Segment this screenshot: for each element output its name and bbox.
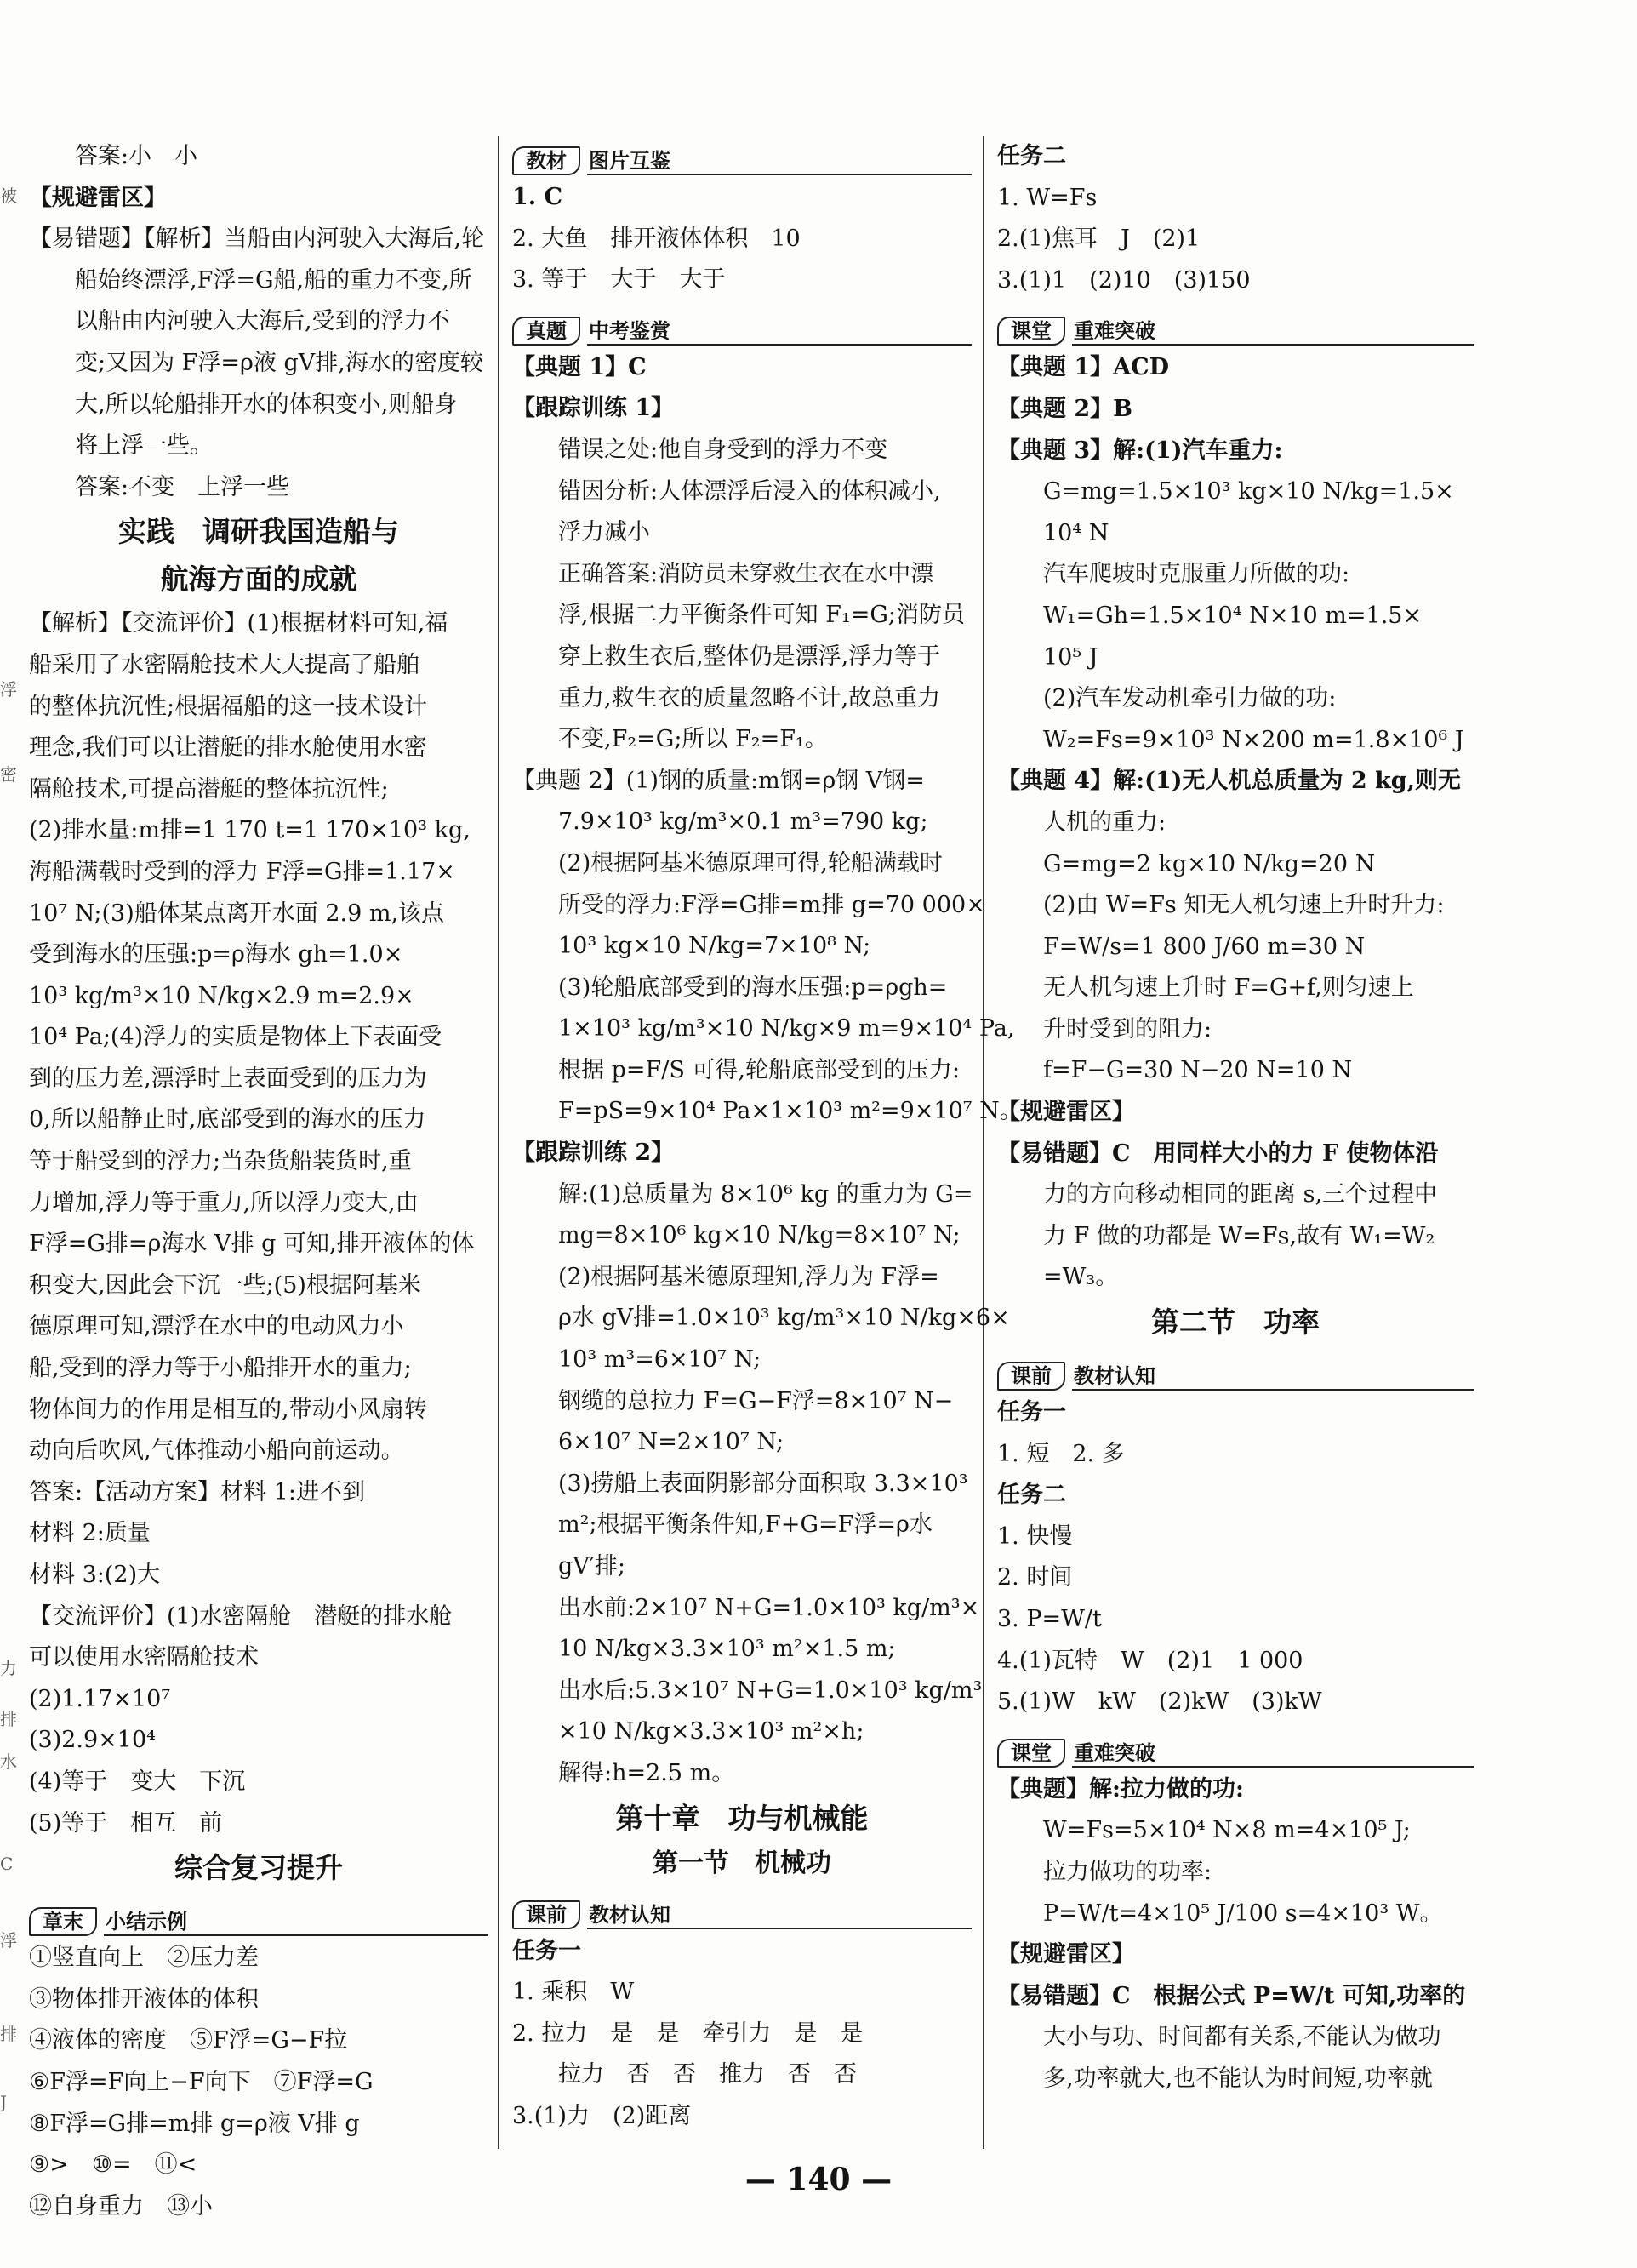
edge-char: 排 bbox=[0, 1709, 17, 1729]
text-line: 10³ kg×10 N/kg=7×10⁸ N; bbox=[558, 933, 871, 960]
text-line: =W₃。 bbox=[1043, 1264, 1119, 1291]
text-line: 任务二 bbox=[997, 143, 1066, 169]
text-line: 3.(1)1 (2)10 (3)150 bbox=[997, 266, 1251, 294]
section-heading: 实践 调研我国造船与 bbox=[118, 515, 399, 549]
text-line: 1×10³ kg/m³×10 N/kg×9 m=9×10⁴ Pa, bbox=[558, 1015, 1015, 1043]
text-line: 3. P=W/t bbox=[997, 1606, 1102, 1632]
text-line: 【跟踪训练 2】 bbox=[512, 1140, 675, 1167]
text-line: 10³ m³=6×10⁷ N; bbox=[558, 1346, 761, 1374]
text-line: ⑫自身重力 ⑬小 bbox=[29, 2192, 213, 2219]
text-line: 4.(1)瓦特 W (2)1 1 000 bbox=[997, 1647, 1303, 1674]
text-line: 无人机匀速上升时 F=G+f,则匀速上 bbox=[1043, 974, 1414, 1002]
text-line: (2)根据阿基米德原理知,浮力为 F浮= bbox=[558, 1263, 939, 1290]
text-line: 的整体抗沉性;根据福船的这一技术设计 bbox=[29, 693, 428, 720]
text-line: 【易错题】C 用同样大小的力 F 使物体沿 bbox=[997, 1140, 1439, 1167]
text-line: 10 N/kg×3.3×10³ m²×1.5 m; bbox=[558, 1636, 896, 1663]
text-line: 1. 快慢 bbox=[997, 1522, 1073, 1550]
text-line: f=F−G=30 N−20 N=10 N bbox=[1043, 1057, 1353, 1084]
column-divider-2 bbox=[983, 136, 984, 2149]
text-line: ⑧F浮=G排=m排 g=ρ液 V排 g bbox=[29, 2110, 360, 2137]
text-line: (2)由 W=Fs 知无人机匀速上升时升力: bbox=[1043, 892, 1445, 919]
text-line: 人机的重力: bbox=[1043, 808, 1166, 836]
tag-label: 教材 bbox=[512, 146, 580, 175]
text-line: 【规避雷区】 bbox=[997, 1099, 1135, 1126]
chapter-heading: 第十章 功与机械能 bbox=[615, 1801, 869, 1835]
text-line: 到的压力差,漂浮时上表面受到的压力为 bbox=[29, 1065, 427, 1092]
section-tag bbox=[512, 1890, 972, 1929]
text-line: ③物体排开液体的体积 bbox=[29, 1985, 259, 2013]
tag-label: 课前 bbox=[997, 1362, 1065, 1391]
text-line: ρ水 gV排=1.0×10³ kg/m³×10 N/kg×6× bbox=[558, 1305, 1010, 1332]
text-line: 钢缆的总拉力 F=G−F浮=8×10⁷ N− bbox=[558, 1387, 954, 1414]
text-line: mg=8×10⁶ kg×10 N/kg=8×10⁷ N; bbox=[558, 1222, 961, 1249]
text-line: 隔舱技术,可提高潜艇的整体抗沉性; bbox=[29, 775, 389, 803]
text-line: 5.(1)W kW (2)kW (3)kW bbox=[997, 1688, 1322, 1716]
text-line: 任务二 bbox=[997, 1482, 1066, 1509]
tag-label: 真题 bbox=[512, 317, 580, 346]
text-line: 可以使用水密隔舱技术 bbox=[29, 1644, 259, 1671]
text-line: 船采用了水密隔舱技术大大提高了船舶 bbox=[29, 651, 419, 678]
text-line: 2. 时间 bbox=[997, 1564, 1073, 1591]
text-line: (3)捞船上表面阴影部分面积取 3.3×10³ bbox=[558, 1470, 968, 1497]
text-line: 10⁷ N;(3)船体某点离开水面 2.9 m,该点 bbox=[29, 900, 445, 927]
text-line: 答案:不变 上浮一些 bbox=[75, 473, 290, 500]
tag-title: 教材认知 bbox=[587, 1902, 972, 1929]
section-tag bbox=[512, 306, 972, 346]
text-line: 受到海水的压强:p=ρ海水 gh=1.0× bbox=[29, 941, 403, 968]
text-line: 船,受到的浮力等于小船排开水的重力; bbox=[29, 1355, 412, 1382]
text-line: ①竖直向上 ②压力差 bbox=[29, 1945, 259, 1972]
text-line: 将上浮一些。 bbox=[75, 432, 213, 460]
text-line: 【易错题】C 根据公式 P=W/t 可知,功率的 bbox=[997, 1982, 1466, 2009]
text-line: 10⁵ J bbox=[1043, 643, 1098, 671]
tag-title: 图片互鉴 bbox=[587, 148, 972, 175]
text-line: P=W/t=4×10⁵ J/100 s=4×10³ W。 bbox=[1043, 1900, 1443, 1927]
text-line: 10³ kg/m³×10 N/kg×2.9 m=2.9× bbox=[29, 982, 414, 1009]
text-line: F=pS=9×10⁴ Pa×1×10³ m²=9×10⁷ N。 bbox=[558, 1098, 1023, 1125]
text-line: 正确答案:消防员未穿救生衣在水中漂 bbox=[558, 560, 934, 587]
tag-title: 教材认知 bbox=[1072, 1363, 1474, 1391]
text-line: 多,功率就大,也不能认为时间短,功率就 bbox=[1043, 2065, 1433, 2092]
text-line: 力的方向移动相同的距离 s,三个过程中 bbox=[1043, 1181, 1438, 1208]
section-heading: 第一节 机械功 bbox=[653, 1848, 831, 1878]
text-line: 任务一 bbox=[997, 1399, 1066, 1426]
text-line: (2)汽车发动机牵引力做的功: bbox=[1043, 685, 1337, 712]
text-line: 1. C bbox=[512, 184, 563, 210]
text-line: 升时受到的阻力: bbox=[1043, 1015, 1212, 1043]
text-line: ×10 N/kg×3.3×10³ m²×h; bbox=[558, 1718, 864, 1745]
text-line: (4)等于 变大 下沉 bbox=[29, 1768, 246, 1795]
text-line: 【规避雷区】 bbox=[29, 184, 167, 211]
text-line: 大,所以轮船排开水的体积变小,则船身 bbox=[75, 391, 458, 418]
text-line: 变;又因为 F浮=ρ液 gV排,海水的密度较 bbox=[75, 349, 483, 376]
tag-title: 小结示例 bbox=[104, 1909, 488, 1936]
text-line: 等于船受到的浮力;当杂货船装货时,重 bbox=[29, 1148, 412, 1175]
text-line: W₁=Gh=1.5×10⁴ N×10 m=1.5× bbox=[1043, 602, 1423, 629]
text-line: 【典题 1】ACD bbox=[997, 354, 1170, 381]
column-middle bbox=[512, 136, 1023, 2138]
text-line: 力增加,浮力等于重力,所以浮力变大,由 bbox=[29, 1189, 419, 1216]
text-line: 物体间力的作用是相互的,带动小风扇转 bbox=[29, 1396, 427, 1423]
edge-char: 被 bbox=[0, 186, 17, 206]
text-line: 7.9×10³ kg/m³×0.1 m³=790 kg; bbox=[558, 808, 928, 836]
text-line: ⑥F浮=F向上−F向下 ⑦F浮=G bbox=[29, 2068, 374, 2095]
text-line: 浮,根据二力平衡条件可知 F₁=G;消防员 bbox=[558, 602, 966, 629]
text-line: 2. 大鱼 排开液体体积 10 bbox=[512, 225, 801, 252]
column-right bbox=[997, 136, 1474, 2100]
text-line: 【解析】【交流评价】(1)根据材料可知,福 bbox=[29, 610, 448, 637]
text-line: 材料 3:(2)大 bbox=[29, 1562, 161, 1588]
text-line: (3)轮船底部受到的海水压强:p=ρgh= bbox=[558, 974, 948, 1001]
edge-char: 浮 bbox=[0, 679, 17, 700]
section-tag bbox=[997, 1728, 1474, 1768]
text-line: 浮力减小 bbox=[558, 519, 650, 546]
section-tag bbox=[512, 136, 972, 175]
text-line: 【典题 2】B bbox=[997, 395, 1133, 422]
text-line: 【典题 4】解:(1)无人机总质量为 2 kg,则无 bbox=[997, 768, 1462, 795]
text-line: gV′排; bbox=[558, 1553, 626, 1580]
text-line: 【典题 1】C bbox=[512, 353, 647, 380]
text-line: 错误之处:他自身受到的浮力不变 bbox=[558, 436, 888, 463]
text-line: 3.(1)力 (2)距离 bbox=[512, 2102, 692, 2129]
text-line: 理念,我们可以让潜艇的排水舱使用水密 bbox=[29, 734, 427, 762]
section-tag bbox=[29, 1897, 488, 1936]
tag-title: 中考鉴赏 bbox=[587, 318, 972, 346]
text-line: 任务一 bbox=[512, 1937, 581, 1964]
text-line: 【易错题】【解析】当船由内河驶入大海后,轮 bbox=[29, 226, 485, 253]
column-left bbox=[29, 136, 488, 2227]
edge-char: 排 bbox=[0, 2024, 17, 2044]
text-line: 不变,F₂=G;所以 F₂=F₁。 bbox=[558, 726, 828, 753]
text-line: 10⁴ N bbox=[1043, 519, 1109, 546]
text-line: 答案:【活动方案】材料 1:进不到 bbox=[29, 1478, 365, 1505]
text-line: 所受的浮力:F浮=G排=m排 g=70 000× bbox=[558, 891, 985, 918]
text-line: 1. 短 2. 多 bbox=[997, 1440, 1125, 1467]
text-line: 材料 2:质量 bbox=[29, 1520, 151, 1547]
section-tag bbox=[997, 1351, 1474, 1391]
text-line: (2)排水量:m排=1 170 t=1 170×10³ kg, bbox=[29, 817, 471, 844]
edge-char: 浮 bbox=[0, 1930, 17, 1951]
text-line: F=W/s=1 800 J/60 m=30 N bbox=[1043, 933, 1366, 960]
text-line: 出水后:5.3×10⁷ N+G=1.0×10³ kg/m³ bbox=[558, 1677, 983, 1704]
text-line: 动向后吹风,气体推动小船向前运动。 bbox=[29, 1437, 404, 1465]
text-line: 错因分析:人体漂浮后浸入的体积减小, bbox=[558, 477, 941, 505]
text-line: 10⁴ Pa;(4)浮力的实质是物体上下表面受 bbox=[29, 1024, 442, 1051]
text-line: 穿上救生衣后,整体仍是漂浮,浮力等于 bbox=[558, 643, 941, 670]
text-line: 拉力做功的功率: bbox=[1043, 1858, 1212, 1885]
tag-label: 课堂 bbox=[997, 317, 1065, 346]
text-line: 船始终漂浮,F浮=G船,船的重力不变,所 bbox=[75, 266, 472, 294]
tag-label: 课堂 bbox=[997, 1739, 1065, 1768]
text-line: 1. 乘积 W bbox=[512, 1979, 635, 2006]
edge-char: J bbox=[0, 2092, 8, 2112]
text-line: 解得:h=2.5 m。 bbox=[558, 1759, 735, 1786]
text-line: 大小与功、时间都有关系,不能认为做功 bbox=[1043, 2024, 1441, 2051]
tag-title: 重难突破 bbox=[1072, 318, 1474, 346]
edge-char: 密 bbox=[0, 764, 17, 785]
text-line: ④液体的密度 ⑤F浮=G−F拉 bbox=[29, 2027, 348, 2054]
text-line: G=mg=2 kg×10 N/kg=20 N bbox=[1043, 850, 1376, 877]
text-line: 重力,救生衣的质量忽略不计,故总重力 bbox=[558, 684, 941, 711]
text-line: 3. 等于 大于 大于 bbox=[512, 266, 726, 294]
text-line: 【交流评价】(1)水密隔舱 潜艇的排水舱 bbox=[29, 1602, 453, 1630]
text-line: 出水前:2×10⁷ N+G=1.0×10³ kg/m³× bbox=[558, 1594, 980, 1621]
text-line: 6×10⁷ N=2×10⁷ N; bbox=[558, 1429, 784, 1456]
text-line: 力 F 做的功都是 W=Fs,故有 W₁=W₂ bbox=[1043, 1222, 1435, 1249]
section-heading: 航海方面的成就 bbox=[160, 563, 357, 597]
text-line: W₂=Fs=9×10³ N×200 m=1.8×10⁶ J bbox=[1043, 726, 1464, 753]
text-line: W=Fs=5×10⁴ N×8 m=4×10⁵ J; bbox=[1043, 1817, 1411, 1844]
text-line: m²;根据平衡条件知,F+G=F浮=ρ水 bbox=[558, 1511, 933, 1539]
text-line: 【规避雷区】 bbox=[997, 1941, 1135, 1968]
text-line: G=mg=1.5×10³ kg×10 N/kg=1.5× bbox=[1043, 478, 1454, 506]
text-line: 【典题 2】(1)钢的质量:m钢=ρ钢 V钢= bbox=[512, 767, 925, 794]
text-line: (2)根据阿基米德原理可得,轮船满载时 bbox=[558, 849, 943, 877]
text-line: 2. 拉力 是 是 牵引力 是 是 bbox=[512, 2019, 864, 2047]
text-line: F浮=G排=ρ海水 V排 g 可知,排开液体的体 bbox=[29, 1231, 475, 1258]
text-line: (2)1.17×10⁷ bbox=[29, 1685, 171, 1712]
text-line: (3)2.9×10⁴ bbox=[29, 1727, 156, 1754]
edge-char: 力 bbox=[0, 1658, 17, 1678]
text-line: 拉力 否 否 推力 否 否 bbox=[558, 2061, 857, 2088]
edge-char: C bbox=[0, 1854, 14, 1874]
text-line: ⑨> ⑩= ⑪< bbox=[29, 2151, 197, 2179]
section-heading: 第二节 功率 bbox=[1151, 1305, 1320, 1340]
text-line: 汽车爬坡时克服重力所做的功: bbox=[1043, 561, 1350, 588]
text-line: 海船满载时受到的浮力 F浮=G排=1.17× bbox=[29, 858, 455, 885]
text-line: 【典题 3】解:(1)汽车重力: bbox=[997, 437, 1283, 464]
text-line: 积变大,因此会下沉一些;(5)根据阿基米 bbox=[29, 1271, 421, 1299]
text-line: 德原理可知,漂浮在水中的电动风力小 bbox=[29, 1313, 404, 1340]
text-line: 1. W=Fs bbox=[997, 184, 1098, 211]
tag-label: 课前 bbox=[512, 1900, 580, 1929]
section-tag bbox=[997, 306, 1474, 346]
text-line: 0,所以船静止时,底部受到的海水的压力 bbox=[29, 1106, 426, 1134]
text-line: 【典题】解:拉力做的功: bbox=[997, 1775, 1244, 1802]
text-line: 根据 p=F/S 可得,轮船底部受到的压力: bbox=[558, 1056, 961, 1083]
tag-label: 章末 bbox=[29, 1907, 97, 1936]
text-line: 【跟踪训练 1】 bbox=[512, 395, 675, 422]
tag-title: 重难突破 bbox=[1072, 1740, 1474, 1768]
text-line: 答案:小 小 bbox=[75, 143, 198, 169]
edge-char: 水 bbox=[0, 1751, 17, 1772]
column-divider-1 bbox=[498, 136, 499, 2149]
text-line: 以船由内河驶入大海后,受到的浮力不 bbox=[75, 308, 450, 335]
text-line: 解:(1)总质量为 8×10⁶ kg 的重力为 G= bbox=[558, 1180, 973, 1208]
text-line: 2.(1)焦耳 J (2)1 bbox=[997, 226, 1201, 253]
section-heading: 综合复习提升 bbox=[174, 1851, 343, 1885]
text-line: (5)等于 相互 前 bbox=[29, 1809, 223, 1837]
page-number: — 140 — bbox=[744, 2162, 893, 2197]
